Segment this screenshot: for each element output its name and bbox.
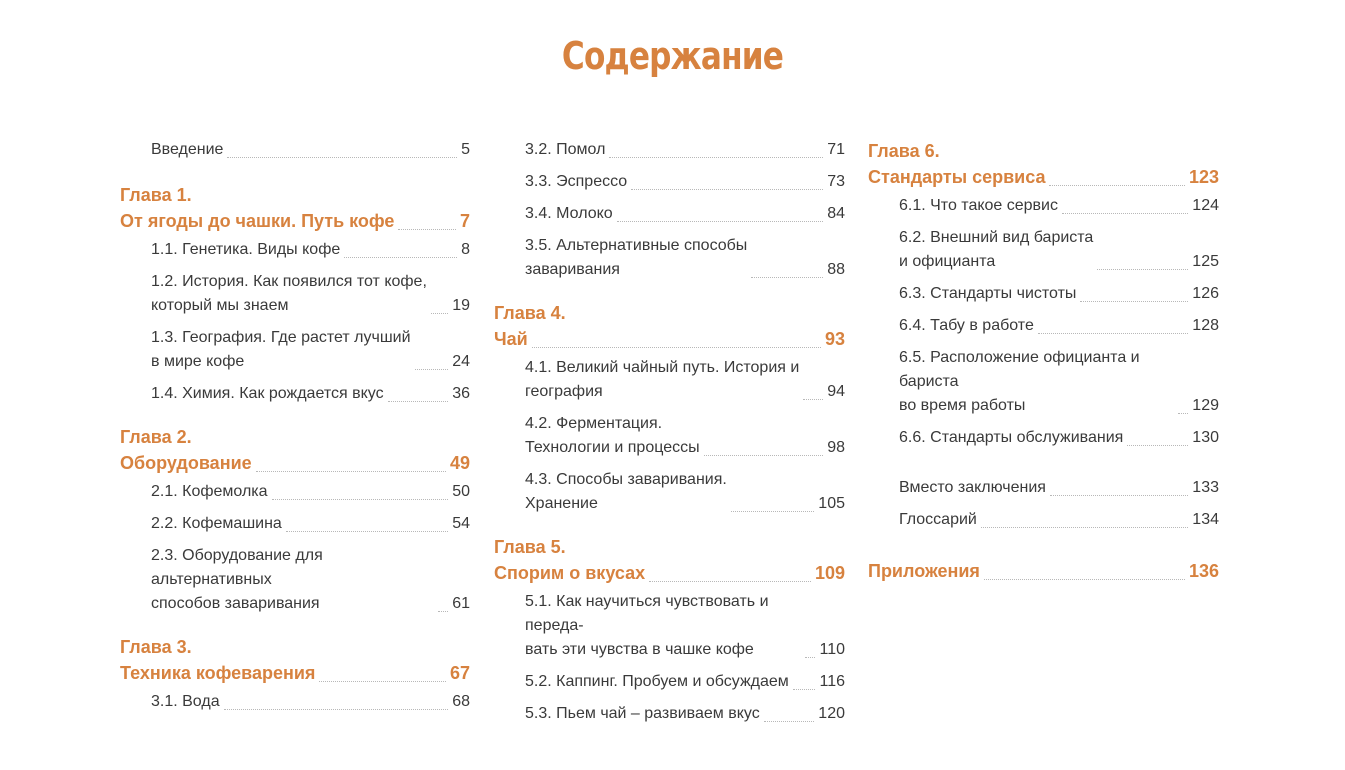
page-number: 7 [459,211,470,231]
chapter-number: Глава 4. [494,303,566,323]
toc-entry-title: Чай [494,329,528,349]
toc-chapter[interactable] [120,182,470,234]
toc-chapter[interactable] [120,424,470,476]
toc-entry-title: 3.1. Вода [151,693,220,710]
chapter-number: Глава 5. [494,537,566,557]
toc-entry[interactable] [494,202,845,226]
page-number: 84 [827,205,845,222]
toc-entry-title: 6.1. Что такое сервис [899,197,1058,214]
dot-leader [617,221,824,222]
toc-entry-title: 6.3. Стандарты чистоты [899,285,1077,302]
toc-entry-row [494,560,845,586]
toc-entry-row [899,194,1219,218]
page-number: 49 [449,453,470,473]
dot-leader [532,347,821,348]
toc-entry-title: Глоссарий [899,511,977,528]
page-number: 123 [1188,167,1219,187]
toc-entry-row [151,690,470,714]
dot-leader [609,157,823,158]
toc-entry[interactable] [868,226,1219,274]
dot-leader [438,611,448,612]
toc-entry-title: 3.2. Помол [525,141,606,158]
dot-leader [1038,333,1188,334]
page-number: 93 [824,329,845,349]
toc-entry-row [525,138,845,162]
toc-entry-row [120,660,470,686]
page-number: 120 [818,705,845,722]
toc-entry-row [899,346,1219,418]
toc-entry-title: Оборудование [120,453,252,473]
toc-entry[interactable] [120,138,470,162]
toc-entry[interactable] [868,282,1219,306]
page-number: 19 [452,297,470,314]
toc-entry[interactable] [868,314,1219,338]
dot-leader [1127,445,1188,446]
toc-entry-row [525,356,845,404]
toc-entry[interactable] [494,670,845,694]
toc-entry[interactable] [868,426,1219,450]
toc-chapter[interactable] [868,138,1219,190]
toc-entry[interactable] [120,238,470,262]
toc-entry-title: 2.1. Кофемолка [151,483,268,500]
page-number: 73 [827,173,845,190]
page-number: 54 [452,515,470,532]
toc-entry-row [899,282,1219,306]
toc-entry-row [151,326,470,374]
dot-leader [649,581,811,582]
dot-leader [224,709,449,710]
toc-entry-title: 4.1. Великий чайный путь. История и география [525,359,800,400]
page-number: 116 [819,673,845,690]
dot-leader [388,401,449,402]
toc-entry[interactable] [494,468,845,516]
toc-entry-title: 1.2. История. Как появился тот кофе, который мы знаем [151,273,427,314]
toc-entry[interactable] [494,170,845,194]
toc-entry-title: 6.2. Внешний вид бариста и официанта [899,229,1094,270]
dot-leader [319,681,446,682]
dot-leader [415,369,449,370]
toc-entry[interactable] [868,476,1219,500]
toc-entry-title: 2.3. Оборудование для альтернативных способов заваривания [151,547,323,612]
page-number: 67 [449,663,470,683]
toc-entry-title: 6.6. Стандарты обслуживания [899,429,1124,446]
toc-entry-title: 1.1. Генетика. Виды кофе [151,241,341,258]
toc-entry-title: 3.3. Эспрессо [525,173,628,190]
page-number: 36 [452,385,470,402]
page-number: 94 [827,383,845,400]
toc-entry-row [525,170,845,194]
dot-leader [793,689,816,690]
toc-entry-row [120,208,470,234]
page-number: 125 [1192,253,1219,270]
dot-leader [1050,495,1188,496]
toc-entry[interactable] [494,412,845,460]
toc-entry-row [868,558,1219,584]
toc-entry-row [151,512,470,536]
dot-leader [431,313,448,314]
toc-entry[interactable] [120,512,470,536]
toc-entry-row [525,590,845,662]
toc-entry-row [120,450,470,476]
page-title: Содержание [561,34,784,78]
page-number: 8 [461,241,470,258]
toc-entry-row [899,226,1219,274]
page-number: 130 [1192,429,1219,446]
toc-chapter[interactable] [868,558,1219,584]
toc-entry-title: Стандарты сервиса [868,167,1046,187]
dot-leader [344,257,457,258]
toc-entry-row [151,382,470,406]
toc-entry[interactable] [120,326,470,374]
dot-leader [1097,269,1188,270]
toc-entry[interactable] [494,138,845,162]
toc-column-1 [120,138,470,722]
toc-entry-title: 4.2. Ферментация. Технологии и процессы [525,415,700,456]
toc-entry-title: От ягоды до чашки. Путь кофе [120,211,395,231]
dot-leader [1080,301,1188,302]
toc-entry-row [868,164,1219,190]
toc-entry-row [525,234,845,282]
page-number: 5 [461,141,470,158]
page-number: 98 [827,439,845,456]
dot-leader [764,721,815,722]
toc-entry-title: Введение [151,141,224,158]
toc-entry-row [151,138,470,162]
toc-entry-row [525,702,845,726]
page-number: 134 [1192,511,1219,528]
toc-entry[interactable] [494,702,845,726]
toc-entry[interactable] [120,480,470,504]
toc-entry-title: 5.1. Как научиться чувствовать и переда- вать эти чувства в чашке кофе [525,593,769,658]
chapter-number: Глава 6. [868,141,940,161]
chapter-number: Глава 1. [120,185,192,205]
dot-leader [256,471,446,472]
page-number: 109 [814,563,845,583]
toc-entry-title: Вместо заключения [899,479,1046,496]
page-number: 128 [1192,317,1219,334]
toc-chapter[interactable] [494,300,845,352]
toc-entry-title: Приложения [868,561,980,581]
dot-leader [805,657,815,658]
toc-entry[interactable] [494,234,845,282]
dot-leader [751,277,823,278]
toc-entry-title: 3.4. Молоко [525,205,613,222]
dot-leader [1049,185,1184,186]
dot-leader [398,229,456,230]
page-number: 126 [1192,285,1219,302]
toc-entry-row [525,670,845,694]
toc-entry-row [151,480,470,504]
page-number: 136 [1188,561,1219,581]
dot-leader [1178,413,1188,414]
page-number: 50 [452,483,470,500]
dot-leader [272,499,449,500]
chapter-number: Глава 3. [120,637,192,657]
page-number: 61 [452,595,470,612]
toc-entry-title: 6.5. Расположение официанта и бариста во время работы [899,349,1140,414]
toc-column-3 [868,138,1219,588]
toc-entry-title: 5.3. Пьем чай – развиваем вкус [525,705,760,722]
toc-entry-title: 5.2. Каппинг. Пробуем и обсуждаем [525,673,789,690]
toc-entry-row [525,202,845,226]
toc-chapter[interactable] [120,634,470,686]
chapter-number: Глава 2. [120,427,192,447]
toc-entry-title: 4.3. Способы заваривания. Хранение [525,471,727,512]
toc-entry[interactable] [494,590,845,662]
toc-entry[interactable] [868,346,1219,418]
toc-entry-row [151,544,470,616]
toc-entry-title: 1.4. Химия. Как рождается вкус [151,385,384,402]
page-number: 133 [1192,479,1219,496]
toc-entry-title: 6.4. Табу в работе [899,317,1034,334]
dot-leader [1062,213,1188,214]
toc-entry-row [151,238,470,262]
toc-entry-row [494,326,845,352]
toc-entry-row [525,412,845,460]
toc-entry[interactable] [120,270,470,318]
dot-leader [731,511,814,512]
toc-entry-row [899,476,1219,500]
page-number: 124 [1192,197,1219,214]
dot-leader [981,527,1188,528]
toc-entry-row [151,270,470,318]
dot-leader [227,157,457,158]
toc-entry[interactable] [868,194,1219,218]
page-number: 88 [827,261,845,278]
page-number: 71 [827,141,845,158]
toc-chapter[interactable] [494,534,845,586]
toc-entry-title: 1.3. География. Где растет лучший в мире кофе [151,329,411,370]
page-number: 68 [452,693,470,710]
page-number: 129 [1192,397,1219,414]
dot-leader [803,399,823,400]
page-number: 24 [452,353,470,370]
toc-entry-title: Техника кофеварения [120,663,316,683]
toc-column-2 [494,138,845,734]
page-number: 105 [818,495,845,512]
toc-entry[interactable] [120,544,470,616]
dot-leader [286,531,448,532]
toc-entry-row [899,426,1219,450]
toc-entry[interactable] [120,690,470,714]
toc-entry-title: 3.5. Альтернативные способы заваривания [525,237,748,278]
toc-entry-row [899,508,1219,532]
toc-entry-title: 2.2. Кофемашина [151,515,282,532]
dot-leader [984,579,1185,580]
toc-entry-row [899,314,1219,338]
page-number: 110 [819,641,845,658]
toc-entry[interactable] [494,356,845,404]
toc-entry[interactable] [868,508,1219,532]
toc-entry[interactable] [120,382,470,406]
toc-entry-row [525,468,845,516]
dot-leader [704,455,824,456]
toc-entry-title: Спорим о вкусах [494,563,646,583]
dot-leader [631,189,823,190]
